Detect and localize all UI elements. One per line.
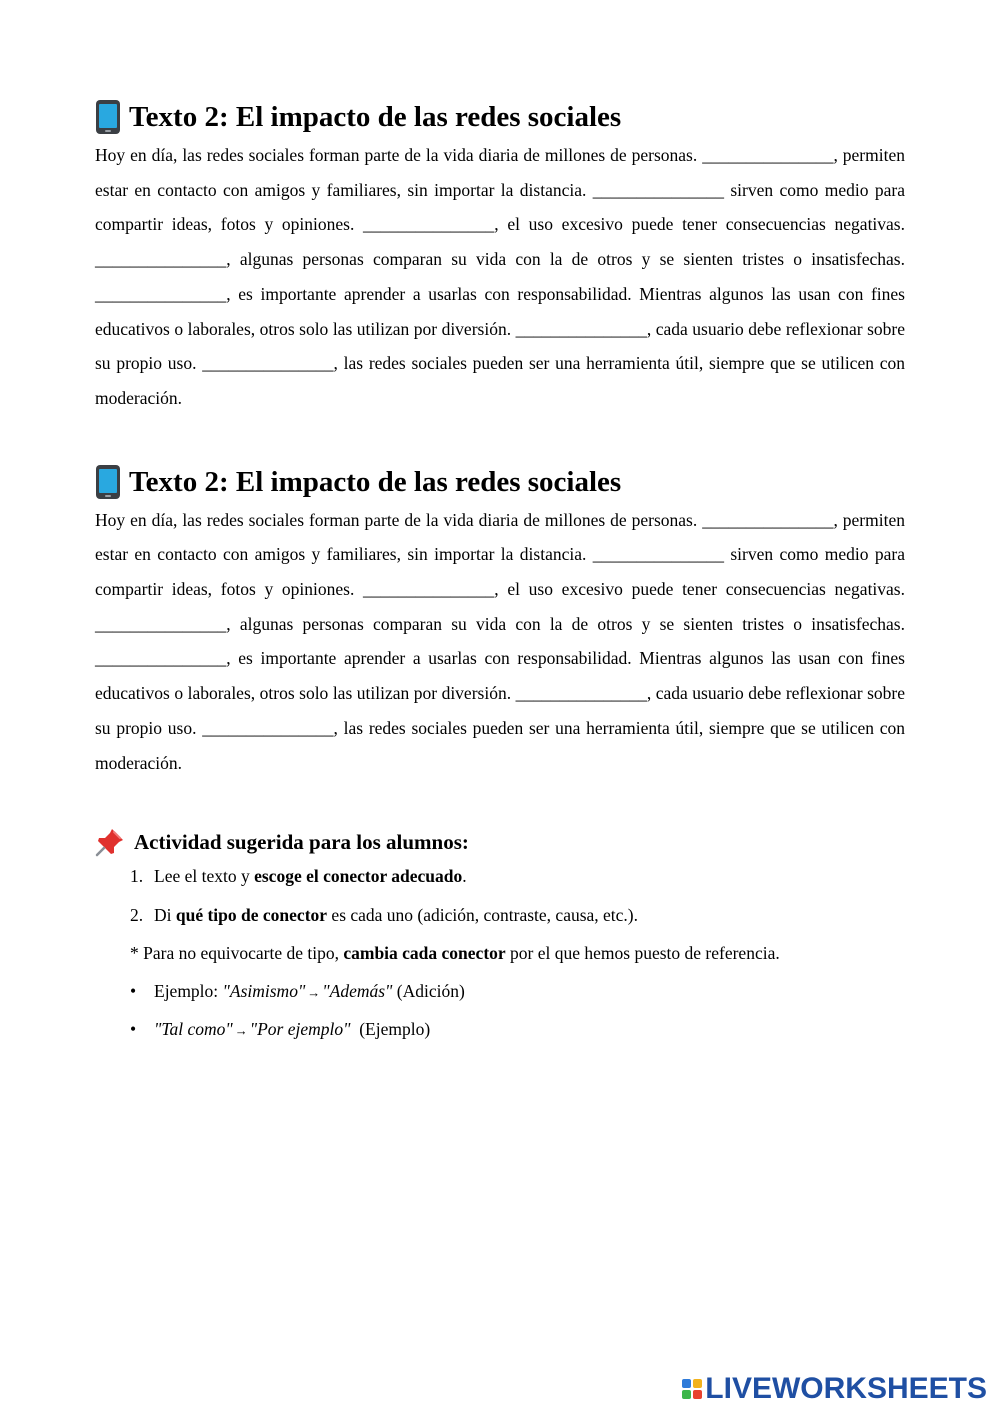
example-text [154,1012,430,1050]
example-item [130,974,905,1012]
item-text: Lee el texto y [154,866,255,887]
arrow-right-icon: → [234,1023,248,1039]
section-title [95,96,905,138]
example-text [154,974,465,1012]
text-section-1 [95,96,905,416]
activity-section [95,825,905,1050]
arrow-right-icon: → [307,985,321,1001]
example-type: (Ejemplo) [350,1019,431,1040]
bullet-marker: • [130,1019,137,1040]
activity-list [130,859,905,1050]
pushpin-icon [95,827,125,857]
logo-mark-icon [682,1379,702,1399]
item-text: Di [154,904,176,925]
mobile-phone-icon [95,99,121,135]
example-to: "Por ejemplo" [249,1019,351,1040]
worksheet-page [95,96,905,1051]
item-bold-text: qué tipo de conector [175,904,328,925]
list-item-text [154,859,467,897]
reference-note [130,936,905,974]
text-section-2 [95,461,905,781]
mobile-phone-icon [95,464,121,500]
list-item-text [154,898,638,936]
activity-title [95,825,905,859]
section-title [95,461,905,503]
item-text: es cada uno (adición, contraste, causa, etc.). [327,904,639,925]
list-marker: 1. [130,866,144,887]
example-from: "Asimismo" [222,981,306,1002]
example-type: (Adición) [392,981,465,1002]
section-paragraph: Hoy en día, las redes sociales forman parte de la vida diaria de millones de personas. _______________, permiten estar en contacto con amigos y familiares, sin importar la distancia. _______________ sirven como medio para compartir ideas, fotos y opiniones. _______________, el uso excesivo puede tener consecuencias negativas. _______________, algunas personas comparan su vida con la de otros y se sienten tristes o insatisfechas. _______________, es importante aprender a usarlas con responsabilidad. Mientras algunos las usan con fines educativos o laborales, otros solo las utilizan por diversión. _______________, cada usuario debe reflexionar sobre su propio uso. _______________, las redes sociales pueden ser una herramienta útil, siempre que se utilicen con moderación. [95,145,905,408]
section-paragraph: Hoy en día, las redes sociales forman parte de la vida diaria de millones de personas. _______________, permiten estar en contacto con amigos y familiares, sin importar la distancia. _______________ sirven como medio para compartir ideas, fotos y opiniones. _______________, el uso excesivo puede tener consecuencias negativas. _______________, algunas personas comparan su vida con la de otros y se sienten tristes o insatisfechas. _______________, es importante aprender a usarlas con responsabilidad. Mientras algunos las usan con fines educativos o laborales, otros solo las utilizan por diversión. _______________, cada usuario debe reflexionar sobre su propio uso. _______________, las redes sociales pueden ser una herramienta útil, siempre que se utilicen con moderación. [95,509,905,773]
note-text: por el que hemos puesto de referencia. [505,942,780,963]
list-marker: 2. [130,904,144,925]
example-from: "Tal como" [154,1019,233,1040]
example-label: Ejemplo: [154,981,223,1002]
note-bold-text: cambia cada conector [343,942,506,963]
section-title-text: Texto 2: El impacto de las redes sociales [129,101,622,133]
list-item [130,859,905,897]
note-text: * Para no equivocarte de tipo, [130,942,344,963]
item-bold-text: escoge el conector adecuado [254,866,463,887]
liveworksheets-logo [682,1372,987,1406]
item-text: . [462,866,467,887]
section-title-text: Texto 2: El impacto de las redes sociales [129,465,622,498]
example-to: "Además" [322,981,393,1002]
example-item [130,1012,905,1050]
logo-text: LIVEWORKSHEETS [705,1372,987,1405]
activity-title-text: Actividad sugerida para los alumnos: [134,830,469,855]
bullet-marker: • [130,981,137,1002]
list-item [130,898,905,936]
